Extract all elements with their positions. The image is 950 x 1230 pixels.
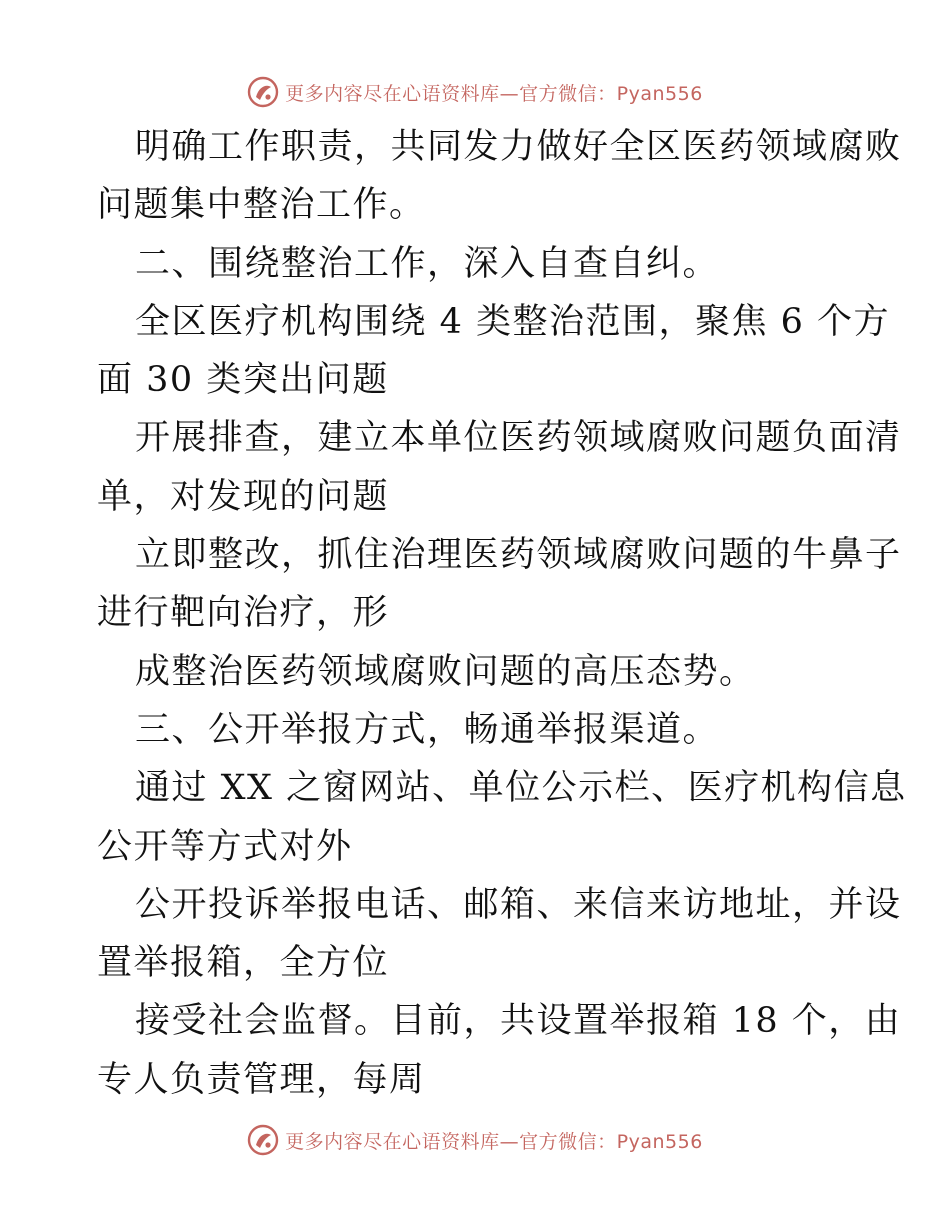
text-line: 全区医疗机构围绕 4 类整治范围，聚焦 6 个方 (135, 301, 891, 342)
document-body (97, 118, 907, 1109)
text-line: 立即整改，抓住治理医药领域腐败问题的牛鼻子 (135, 535, 902, 576)
text-line: 单，对发现的问题 (97, 476, 390, 517)
brand-logo-icon (247, 76, 279, 108)
text-line: 三、公开举报方式，畅通举报渠道。 (135, 709, 720, 750)
watermark-text: 更多内容尽在心语资料库—官方微信：Pyan556 (285, 1130, 703, 1153)
text-line: 置举报箱，全方位 (97, 943, 390, 984)
text-line: 明确工作职责，共同发力做好全区医药领域腐败 (135, 127, 902, 167)
text-line: 接受社会监督。目前，共设置举报箱 18 个，由 (135, 1001, 902, 1042)
text-line: 公开等方式对外 (97, 826, 353, 867)
text-line: 通过 XX 之窗网站、单位公示栏、医疗机构信息 (135, 768, 907, 809)
text-line: 开展排查，建立本单位医药领域腐败问题负面清 (135, 418, 902, 459)
watermark-text: 更多内容尽在心语资料库—官方微信：Pyan556 (285, 82, 703, 105)
brand-logo-icon (247, 1124, 279, 1156)
text-line: 进行靶向治疗，形 (97, 593, 390, 634)
footer-watermark (0, 1120, 950, 1160)
text-line: 专人负责管理，每周 (97, 1059, 426, 1100)
header-watermark (0, 72, 950, 112)
text-line: 二、围绕整治工作，深入自查自纠。 (135, 243, 720, 284)
text-line: 问题集中整治工作。 (97, 185, 426, 226)
text-line: 面 30 类突出问题 (97, 360, 389, 401)
text-line: 公开投诉举报电话、邮箱、来信来访地址，并设 (135, 884, 902, 925)
text-line: 成整治医药领域腐败问题的高压态势。 (135, 651, 756, 692)
